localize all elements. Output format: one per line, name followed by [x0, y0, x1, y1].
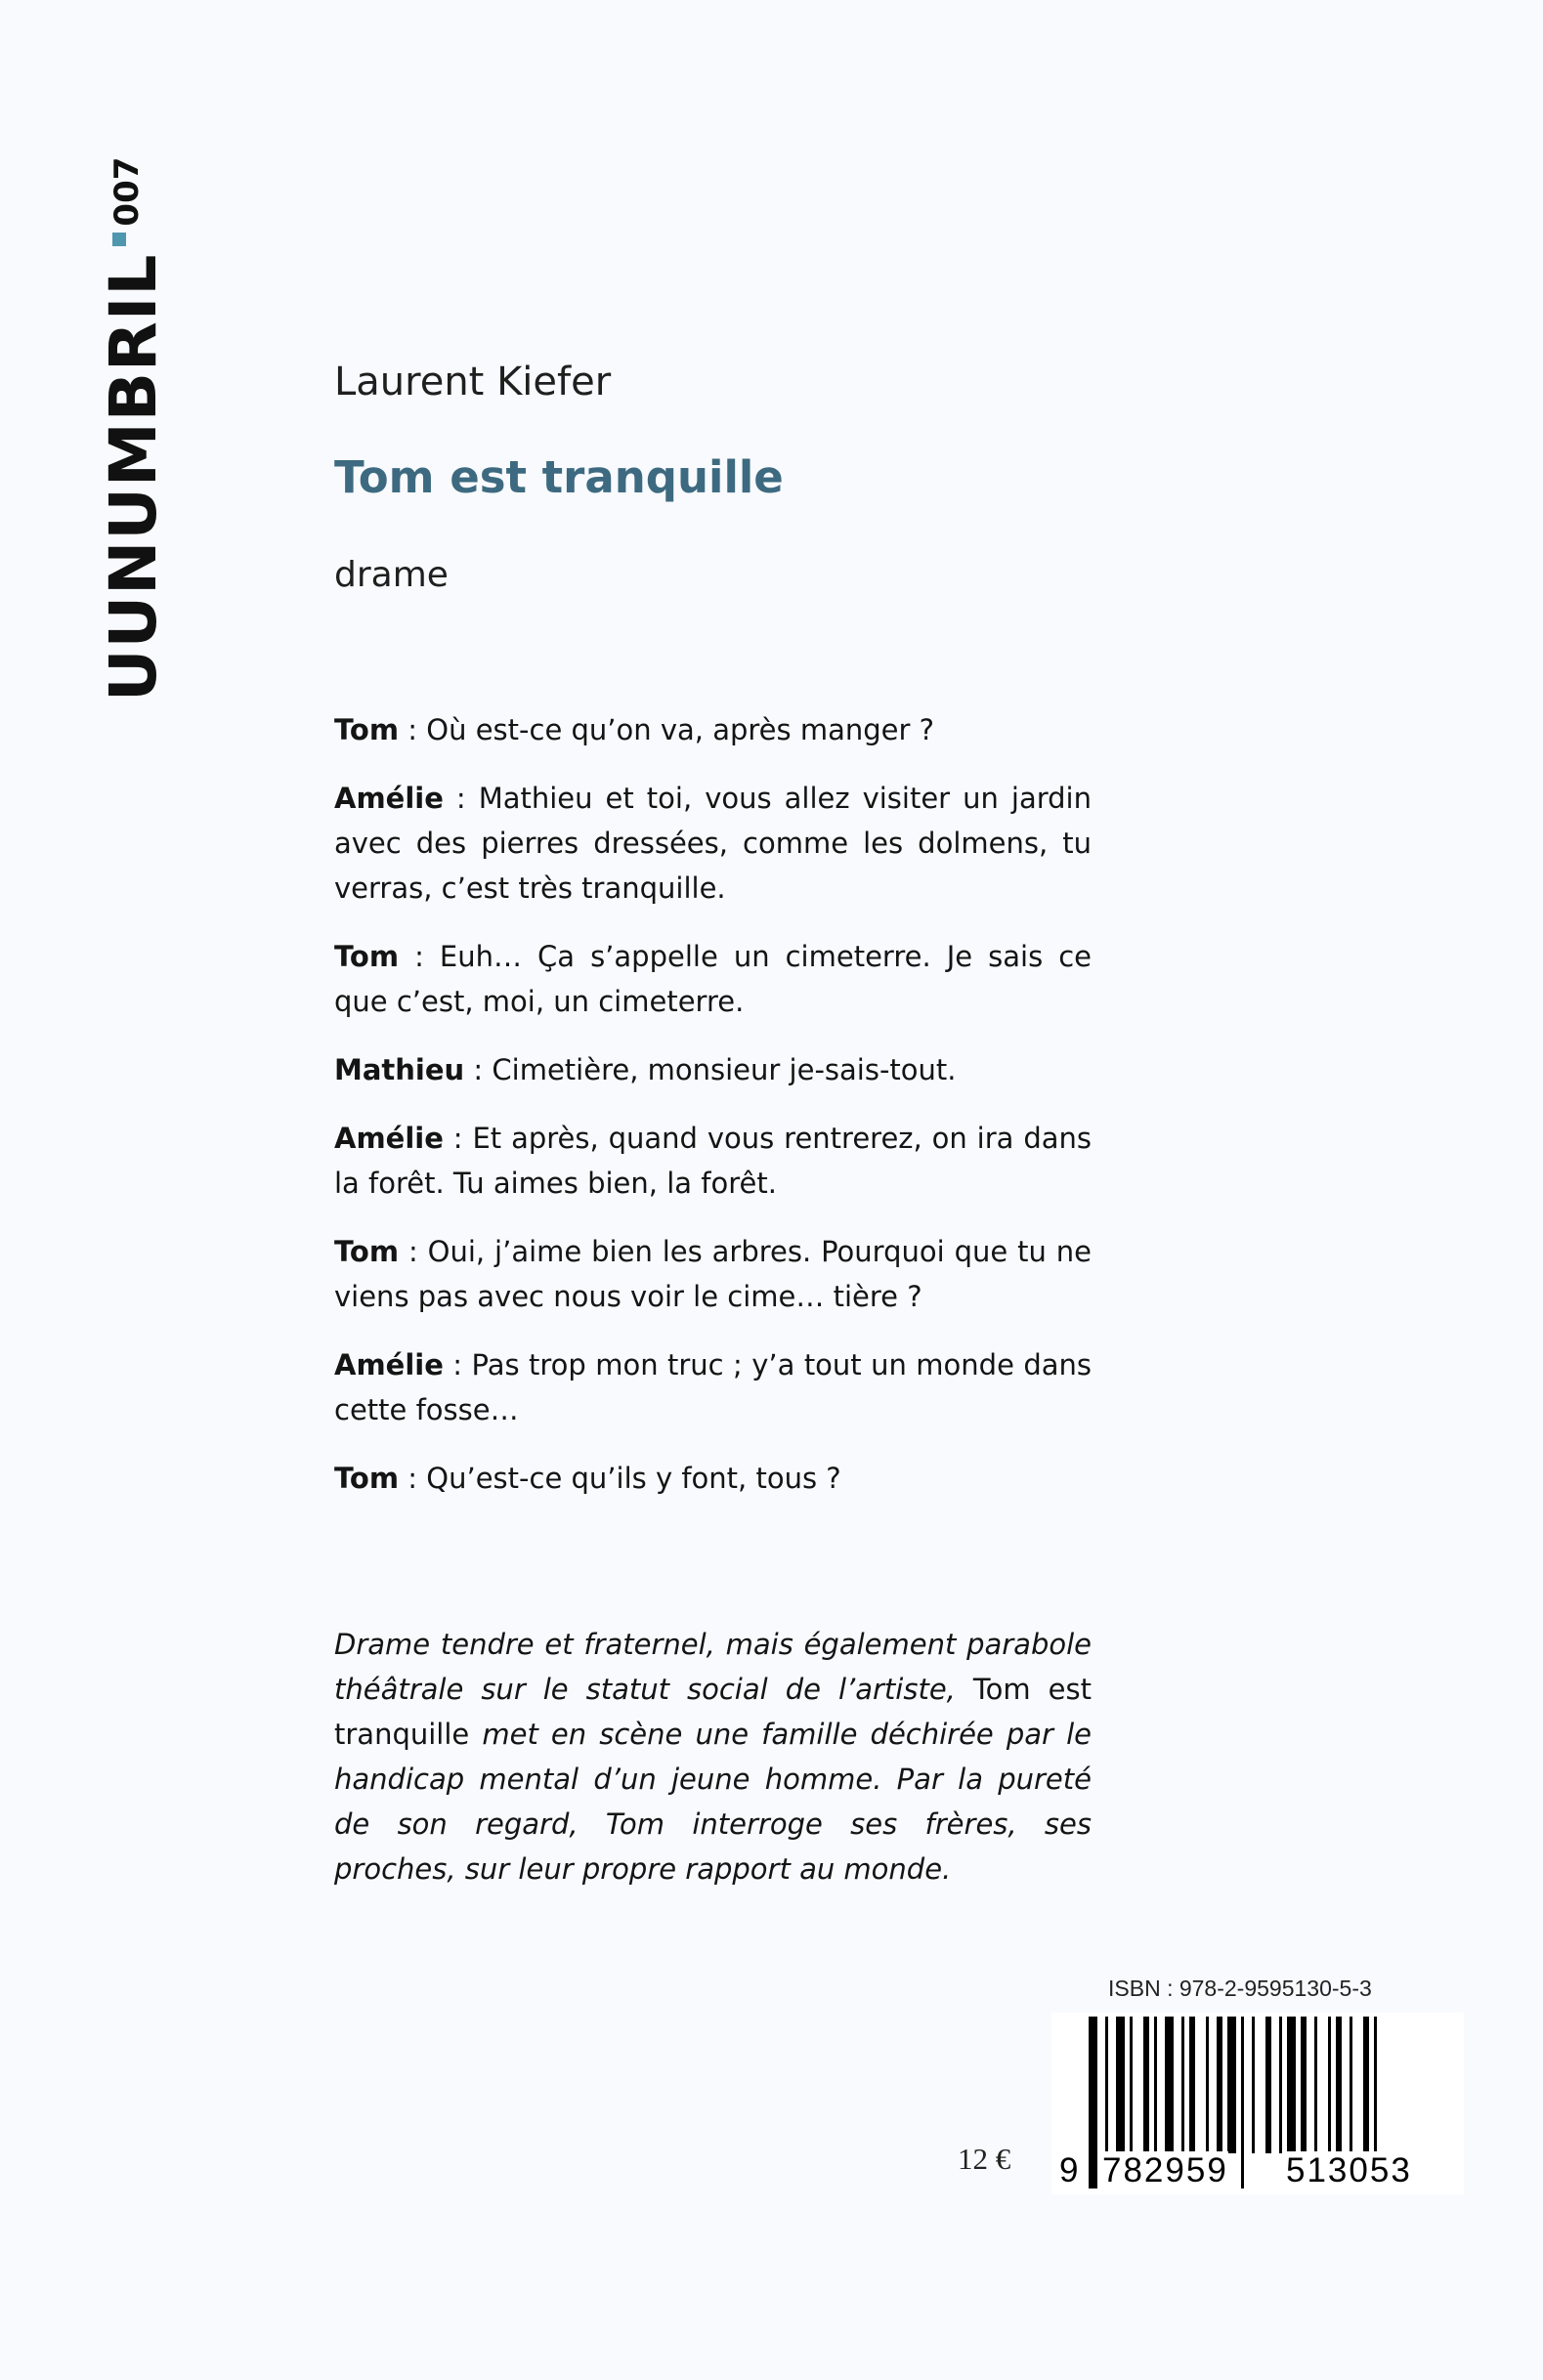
barcode-bar	[1301, 2017, 1307, 2153]
dialogue-excerpt	[334, 707, 1092, 1524]
barcode-bar	[1287, 2017, 1296, 2153]
line-text: : Mathieu et toi, vous allez visiter un jardin avec des pierres dressées, comme les dolmens, tu verras, c’est très tranquille.	[334, 782, 1092, 905]
book-title: Tom est tranquille	[334, 451, 784, 503]
speaker-name: Amélie	[334, 1122, 444, 1155]
barcode	[1051, 2013, 1464, 2194]
barcode-bar	[1241, 2017, 1244, 2189]
dialogue-line	[334, 1456, 1092, 1501]
speaker-name: Tom	[334, 1235, 400, 1268]
series-number: 007	[107, 156, 147, 227]
barcode-bar	[1350, 2017, 1352, 2153]
barcode-right-digits: 513053	[1286, 2151, 1412, 2189]
barcode-bar	[1089, 2017, 1097, 2189]
speaker-name: Tom	[334, 940, 400, 973]
line-text: : Pas trop mon truc ; y’a tout un monde dans cette fosse…	[334, 1348, 1092, 1426]
barcode-bar	[1154, 2017, 1157, 2153]
dialogue-line	[334, 1229, 1092, 1319]
barcode-bar	[1328, 2017, 1331, 2153]
line-text: : Et après, quand vous rentrerez, on ira dans la forêt. Tu aimes bien, la forêt.	[334, 1122, 1092, 1200]
barcode-bar	[1181, 2017, 1184, 2153]
barcode-bar	[1227, 2017, 1236, 2153]
price-label: 12 €	[958, 2142, 1011, 2176]
line-text: : Qu’est-ce qu’ils y font, tous ?	[399, 1462, 841, 1495]
line-text: : Oui, j’aime bien les arbres. Pourquoi que tu ne viens pas avec nous voir le cime… tière ?	[334, 1235, 1092, 1313]
barcode-left-digits: 782959	[1102, 2151, 1228, 2189]
speaker-name: Amélie	[334, 782, 444, 815]
line-text: : Cimetière, monsieur je-sais-tout.	[464, 1053, 957, 1086]
genre-label: drame	[334, 555, 449, 595]
speaker-name: Mathieu	[334, 1053, 465, 1086]
spine-logo	[96, 157, 171, 701]
barcode-bar	[1130, 2017, 1133, 2153]
barcode-bar	[1116, 2017, 1125, 2153]
barcode-bar	[1336, 2017, 1342, 2153]
logo-dot	[112, 233, 126, 246]
blurb-title-inline: Tom est tranquille	[334, 1673, 1092, 1751]
barcode-bar	[1105, 2017, 1108, 2153]
back-cover-blurb	[334, 1622, 1092, 1891]
line-text: : Où est-ce qu’on va, après manger ?	[399, 713, 935, 746]
barcode-bar	[1279, 2017, 1282, 2153]
speaker-name: Tom	[334, 1462, 400, 1495]
blurb-text-1: Drame tendre et fraternel, mais également parabole théâtrale sur le statut social de l’artiste,	[334, 1628, 1092, 1706]
barcode-bar	[1314, 2017, 1317, 2153]
speaker-name: Amélie	[334, 1348, 444, 1381]
barcode-bar	[1217, 2017, 1222, 2153]
barcode-lead-digit: 9	[1059, 2151, 1079, 2189]
dialogue-line	[334, 1116, 1092, 1206]
dialogue-line	[334, 1047, 1092, 1092]
blurb-text-2: met en scène une famille déchirée par le handicap mental d’un jeune homme. Par la pureté de son regard, Tom interroge ses frères, ses proches, sur leur propre rapport au monde.	[334, 1718, 1092, 1886]
barcode-bar	[1363, 2017, 1369, 2153]
dialogue-line	[334, 707, 1092, 752]
dialogue-line	[334, 776, 1092, 911]
barcode-bar	[1252, 2017, 1255, 2153]
barcode-bar	[1265, 2017, 1271, 2153]
isbn-label: ISBN : 978-2-9595130-5-3	[1108, 1976, 1372, 2001]
barcode-bar	[1165, 2017, 1174, 2153]
barcode-bar	[1189, 2017, 1195, 2153]
line-text: : Euh… Ça s’appelle un cimeterre. Je sais ce que c’est, moi, un cimeterre.	[334, 940, 1092, 1018]
publisher-name: UUNUMBRIL	[96, 253, 171, 701]
speaker-name: Tom	[334, 713, 400, 746]
dialogue-line	[334, 1342, 1092, 1432]
author-name: Laurent Kiefer	[334, 360, 612, 404]
barcode-bar	[1206, 2017, 1209, 2153]
barcode-bar	[1143, 2017, 1149, 2153]
dialogue-line	[334, 934, 1092, 1024]
